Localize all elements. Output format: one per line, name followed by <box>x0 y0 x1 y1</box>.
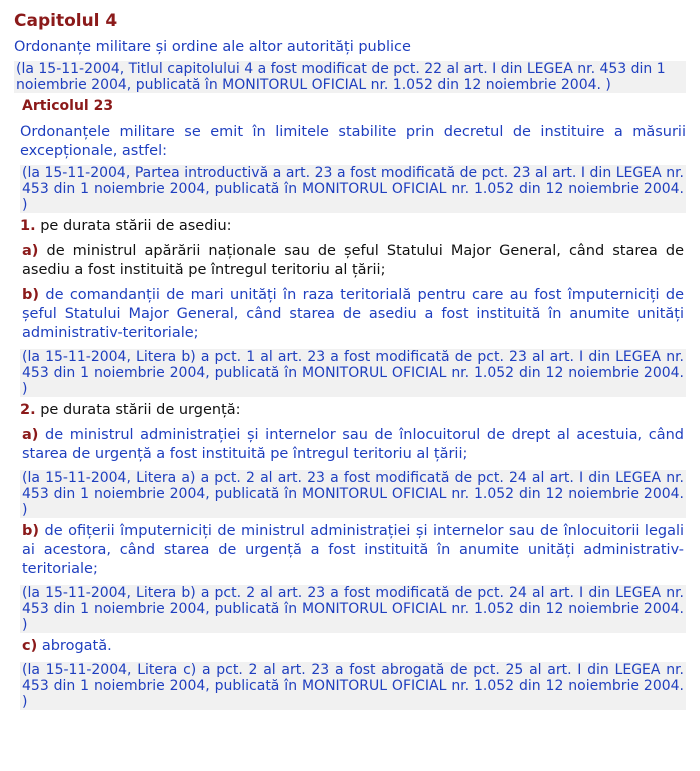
point-text: pe durata stării de urgență: <box>40 402 241 418</box>
letter-label: c) <box>22 638 38 654</box>
point-1-letter-a <box>20 242 686 280</box>
chapter-title: Capitolul 4 <box>14 11 118 31</box>
letter-label: a) <box>22 243 39 259</box>
letter-label: b) <box>22 287 40 303</box>
article-23 <box>20 97 686 710</box>
point-1 <box>20 217 686 236</box>
point-2-letter-b <box>20 522 686 579</box>
point-2-letter-c <box>20 637 686 656</box>
chapter-subtitle: Ordonanțe militare și ordine ale altor autorități publice <box>14 39 411 55</box>
point-number: 2. <box>20 402 36 418</box>
point-number: 1. <box>20 218 36 234</box>
point-2-letter-a-note: (la 15-11-2004, Litera a) a pct. 2 al art. 23 a fost modificată de pct. 24 al art. I din LEGEA nr. 453 din 1 noiembrie 2004, publicată în MONITORUL OFICIAL nr. 1.052 din 12 noiembrie 2004. ) <box>22 470 684 518</box>
article-intro: Ordonanțele militare se emit în limitele stabilite prin decretul de instituire a măsurii excepționale, astfel: <box>20 124 686 159</box>
point-2 <box>20 401 686 420</box>
point-1-letter-b <box>20 286 686 343</box>
point-2-letter-b-note: (la 15-11-2004, Litera b) a pct. 2 al art. 23 a fost modificată de pct. 24 al art. I din LEGEA nr. 453 din 1 noiembrie 2004, publicată în MONITORUL OFICIAL nr. 1.052 din 12 noiembrie 2004. ) <box>22 585 684 633</box>
point-text: pe durata stării de asediu: <box>40 218 232 234</box>
chapter-amendment-note: (la 15-11-2004, Titlul capitolului 4 a fost modificat de pct. 22 al art. I din LEGEA nr. 453 din 1 noiembrie 2004, publicată în MONITORUL OFICIAL nr. 1.052 din 12 noiembrie 2004. ) <box>14 61 686 93</box>
point-1-letter-b-note: (la 15-11-2004, Litera b) a pct. 1 al art. 23 a fost modificată de pct. 23 al art. I din LEGEA nr. 453 din 1 noiembrie 2004, publicată în MONITORUL OFICIAL nr. 1.052 din 12 noiembrie 2004. ) <box>22 349 684 397</box>
letter-label: a) <box>22 427 39 443</box>
article-intro-note: (la 15-11-2004, Partea introductivă a art. 23 a fost modificată de pct. 23 al art. I din LEGEA nr. 453 din 1 noiembrie 2004, publicată în MONITORUL OFICIAL nr. 1.052 din 12 noiembrie 2004. ) <box>22 165 684 213</box>
letter-text: de ministrul administrației și internelor sau de înlocuitorul de drept al acestuia, când starea de urgență a fost instituită pe întregul teritoriu al țării; <box>22 427 684 462</box>
letter-text: de comandanții de mari unități în raza teritorială pentru care au fost împuterniciți de șeful Statului Major General, când starea de asediu a fost instituită în anumite unități administrativ-teritoriale; <box>22 287 685 341</box>
letter-label: b) <box>22 523 40 539</box>
article-title: Articolul 23 <box>22 98 114 114</box>
point-2-letter-c-note: (la 15-11-2004, Litera c) a pct. 2 al art. 23 a fost abrogată de pct. 25 al art. I din LEGEA nr. 453 din 1 noiembrie 2004, publicată în MONITORUL OFICIAL nr. 1.052 din 12 noiembrie 2004. ) <box>22 662 684 710</box>
letter-text: abrogată. <box>41 638 112 654</box>
letter-text: de ministrul apărării naționale sau de șeful Statului Major General, când starea de asediu a fost instituită pe întregul teritoriu al țării; <box>22 243 684 278</box>
letter-text: de ofițerii împuterniciți de ministrul administrației și internelor sau de înlocuitorii legali ai acestora, când starea de urgență a fost instituită în anumite unități administrativ-teritoriale; <box>22 523 685 577</box>
point-2-letter-a <box>20 426 686 464</box>
